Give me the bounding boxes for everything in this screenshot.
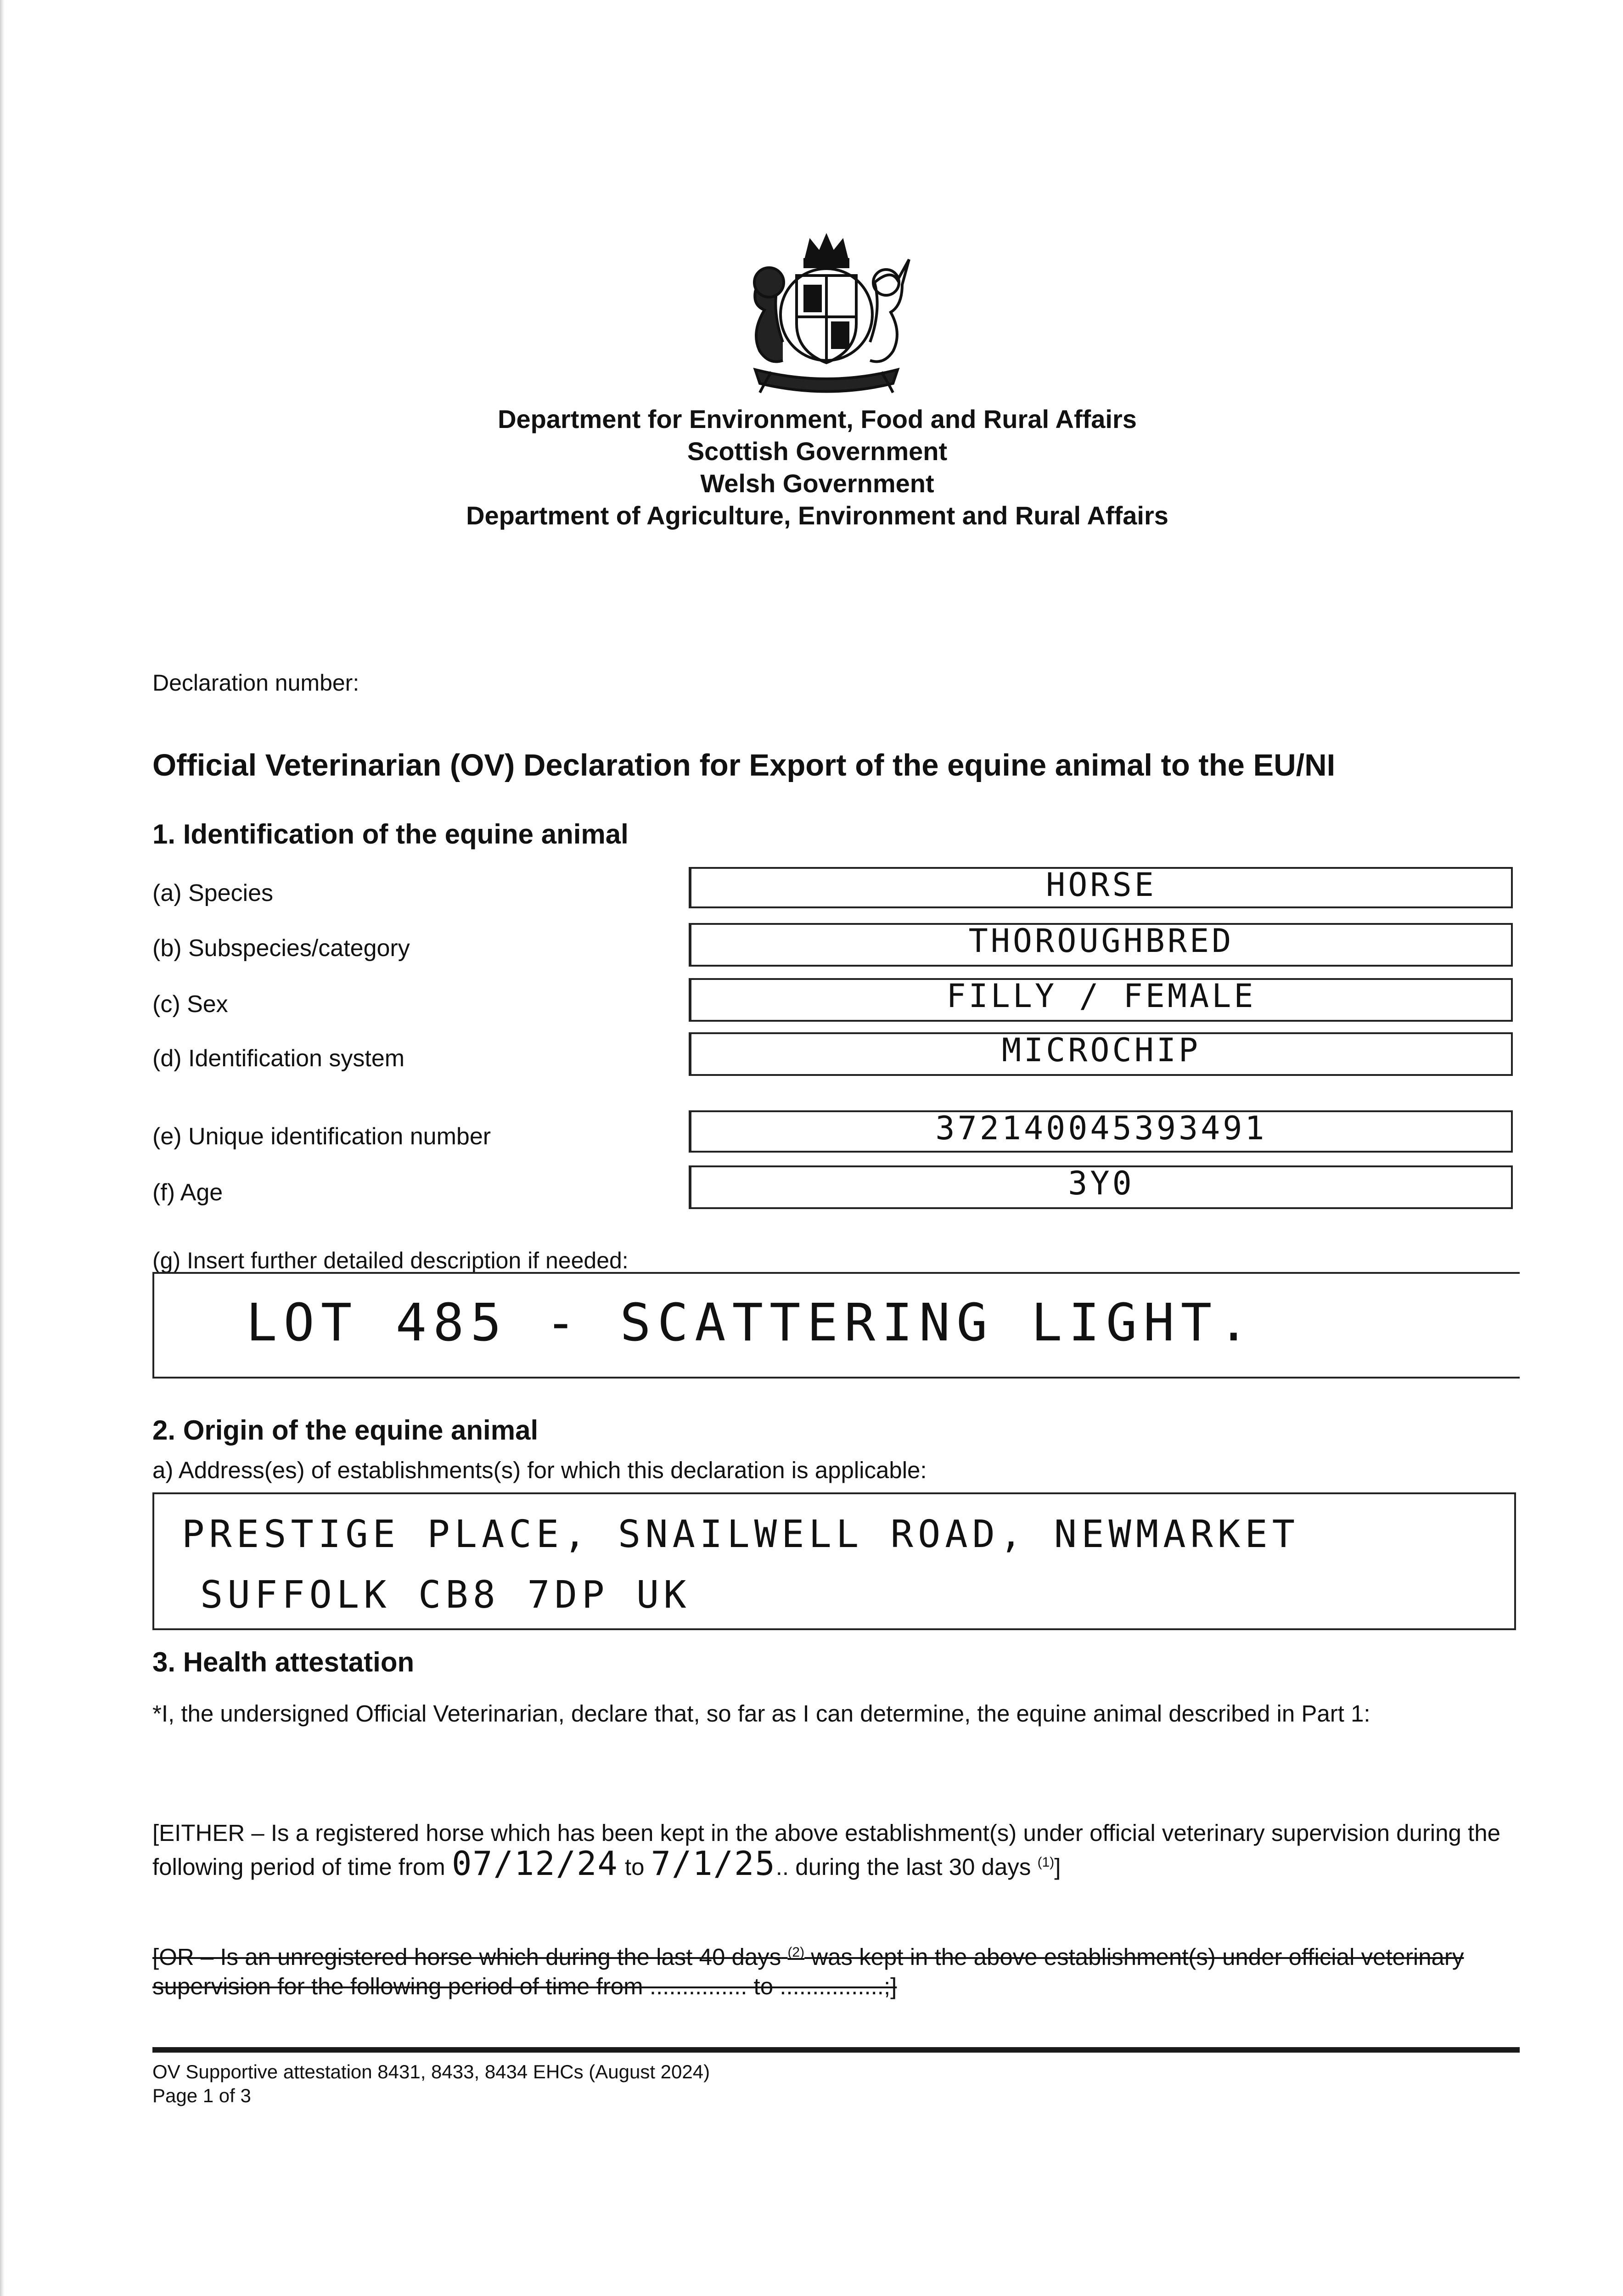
species-label: (a) Species [152,880,273,906]
scan-edge [0,0,5,2296]
agency-welsh-government: Welsh Government [700,469,934,498]
address-field[interactable] [152,1492,1516,1630]
subspecies-field[interactable] [689,923,1513,967]
sex-value: FILLY / FEMALE [946,977,1256,1015]
further-description-label: (g) Insert further detailed description if needed: [152,1248,629,1273]
address-line-1: PRESTIGE PLACE, SNAILWELL ROAD, NEWMARKET [182,1513,1300,1556]
sex-field[interactable] [689,978,1513,1022]
either-from-date: 07/12/24 [451,1844,618,1883]
footer-page-number: Page 1 of 3 [152,2085,251,2106]
declaration-number-label: Declaration number: [152,670,359,696]
identification-system-field[interactable] [689,1032,1513,1076]
health-attestation-intro: *I, the undersigned Official Veterinarian, declare that, so far as I can determine, the equine animal described in Part 1: [152,1700,1370,1727]
or-text-2: was kept in the above establishment(s) under official veterinary supervision for the following period of time from ............... to ................;] [152,1944,1464,1999]
agency-list [367,403,1267,532]
species-value: HORSE [1046,866,1157,904]
address-label: a) Address(es) of establishments(s) for which this declaration is applicable: [152,1457,927,1483]
footer-attestation-ref: OV Supportive attestation 8431, 8433, 8434 EHCs (August 2024) [152,2061,710,2082]
address-line-2: SUFFOLK CB8 7DP UK [200,1573,691,1617]
section2-heading: 2. Origin of the equine animal [152,1415,539,1446]
either-text-2: .. during the last 30 days [775,1854,1031,1880]
subspecies-value: THOROUGHBRED [968,922,1234,960]
age-field[interactable] [689,1165,1513,1209]
unique-id-label: (e) Unique identification number [152,1123,491,1150]
either-close-bracket: ] [1054,1854,1061,1880]
identification-system-label: (d) Identification system [152,1045,405,1072]
further-description-field[interactable] [152,1272,1520,1379]
age-label: (f) Age [152,1179,223,1206]
sex-label: (c) Sex [152,991,228,1018]
or-footnote-ref: (2) [787,1945,805,1960]
further-description-value: LOT 485 - SCATTERING LIGHT. [246,1293,1256,1353]
footer-divider [152,2047,1520,2053]
agency-defra: Department for Environment, Food and Rural Affairs [498,405,1137,433]
subspecies-label: (b) Subspecies/category [152,935,410,962]
section3-heading: 3. Health attestation [152,1647,415,1677]
unique-id-value: 372140045393491 [935,1109,1267,1147]
or-text-1: [OR – Is an unregistered horse which during the last 40 days [152,1944,781,1970]
species-field[interactable] [689,867,1513,908]
age-value: 3Y0 [1068,1165,1134,1202]
agency-daera: Department of Agriculture, Environment and Rural Affairs [466,501,1168,530]
royal-coat-of-arms-logo [728,232,925,402]
agency-scottish-government: Scottish Government [687,437,948,466]
either-text-1: [EITHER – Is a registered horse which has been kept in the above establishment(s) under official veterinary supervision during the following period of time from [152,1820,1500,1880]
either-to-word: to [624,1854,645,1880]
unique-id-field[interactable] [689,1110,1513,1153]
either-footnote-ref: (1) [1037,1855,1055,1870]
identification-system-value: MICROCHIP [1001,1031,1201,1069]
document-title: Official Veterinarian (OV) Declaration for Export of the equine animal to the EU/NI [152,748,1336,782]
or-clause-struck [152,1938,1521,2001]
section1-heading: 1. Identification of the equine animal [152,819,629,850]
either-to-date: 7/1/25 [651,1844,776,1883]
either-clause [152,1818,1521,1882]
